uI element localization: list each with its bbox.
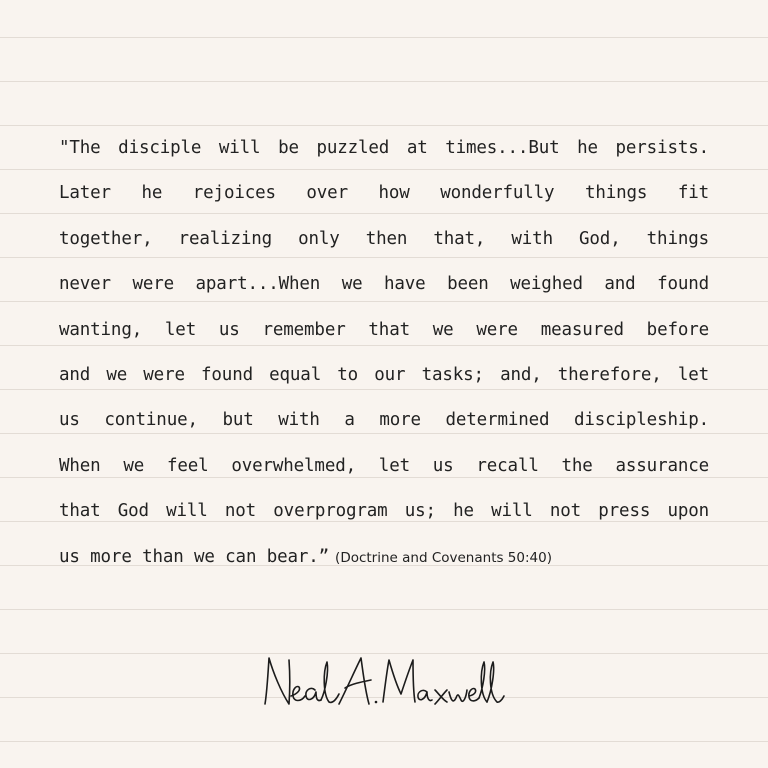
quote-last-line [59,535,709,580]
quote-line: never were apart...When we have been weighed and found [59,274,709,295]
quote-line: that God will not overprogram us; he will not press upon [59,501,709,522]
citation: (Doctrine and Covenants 50:40) [335,549,552,566]
quote-line: us more than we can bear.” [59,546,330,567]
quote-line: "The disciple will be puzzled at times...But he persists. [59,138,709,158]
quote-line: Later he rejoices over how wonderfully things fit [59,183,709,204]
quote-line: and we were found equal to our tasks; and, therefore, let [59,364,709,385]
quote-line: together, realizing only then that, with God, things [59,228,709,249]
quote-line: When we feel overwhelmed, let us recall the assurance [59,455,709,476]
quote-line: us continue, but with a more determined discipleship. [59,410,709,431]
quote-line: wanting, let us remember that we were measured before [59,319,709,340]
signature-image [259,652,509,714]
quote-block [59,126,709,580]
